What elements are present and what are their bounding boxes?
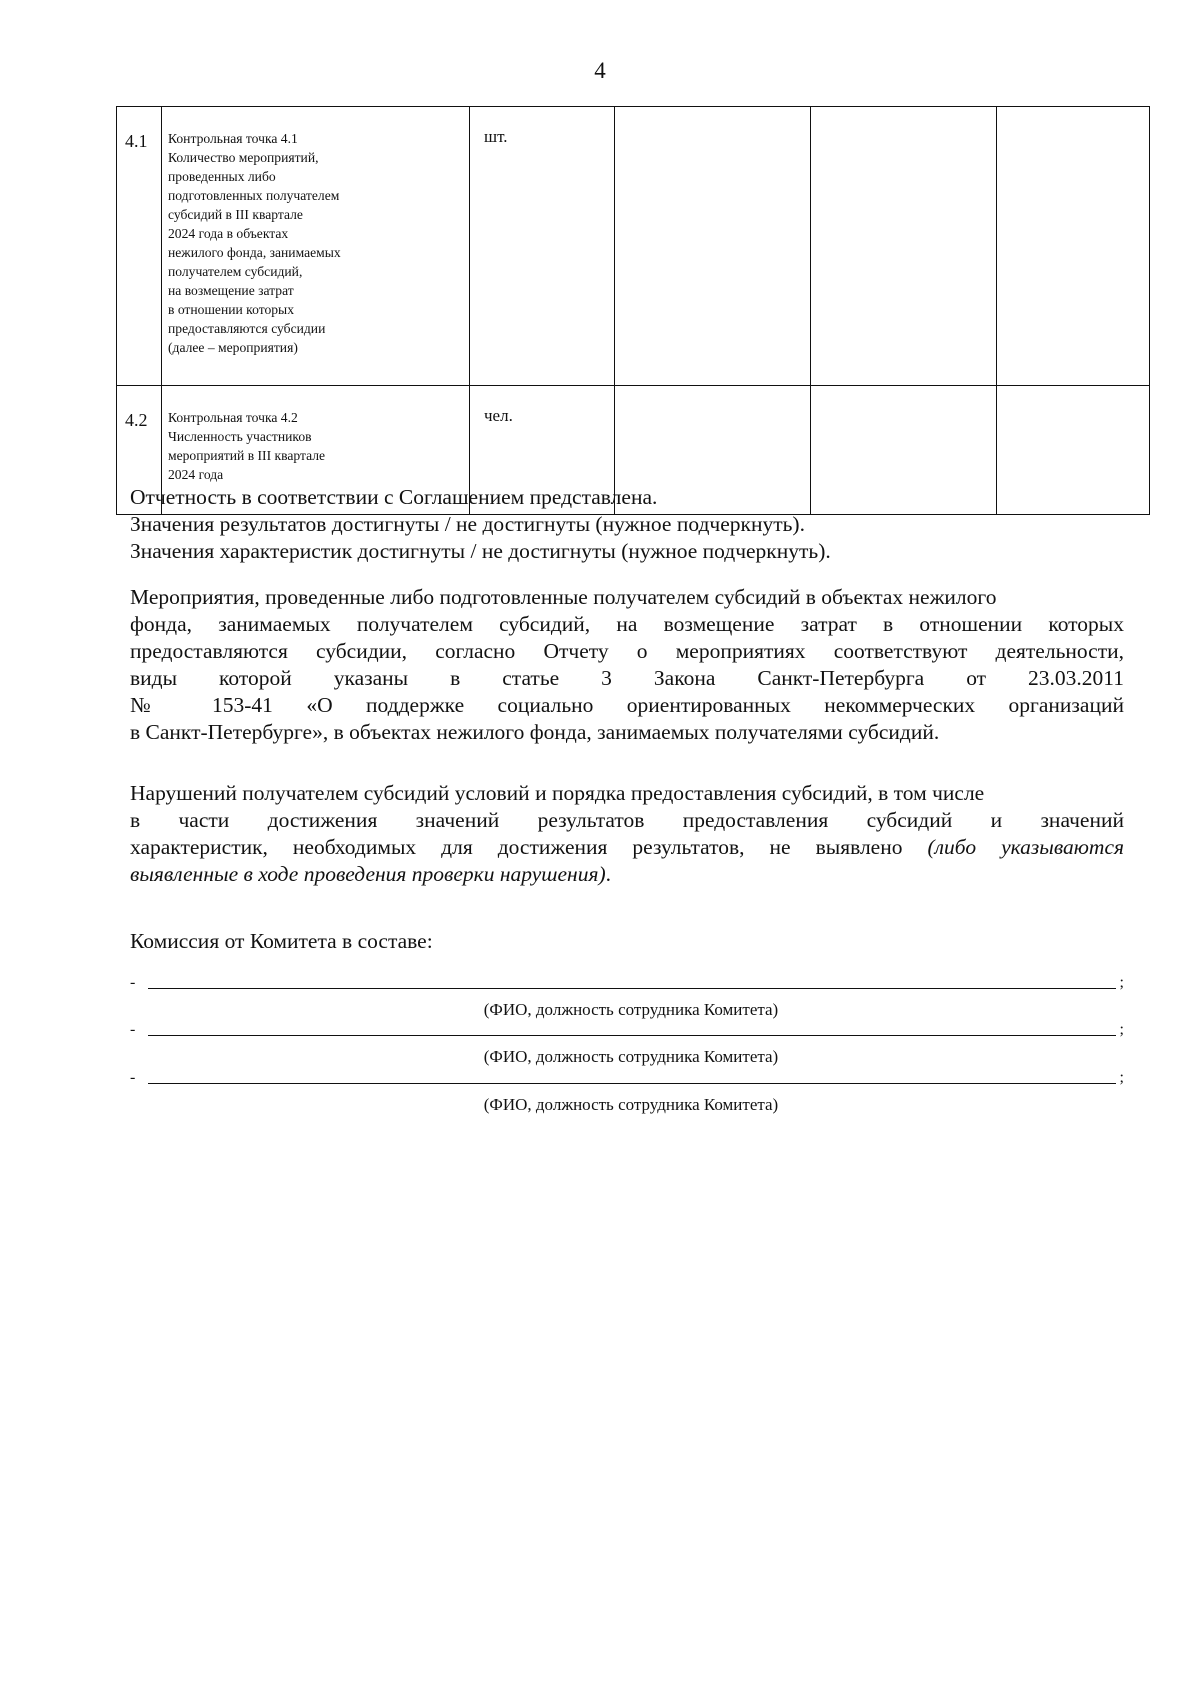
signature-caption-1: (ФИО, должность сотрудника Комитета) bbox=[483, 1000, 779, 1019]
row-unit: чел. bbox=[470, 386, 615, 515]
page-number: 4 bbox=[594, 58, 606, 83]
description-line: Численность участников bbox=[168, 429, 312, 444]
paragraph-line: фонда, занимаемых получателем субсидий, на возмещение затрат в отношении которых bbox=[130, 612, 1124, 636]
description-line: нежилого фонда, занимаемых bbox=[168, 245, 341, 260]
statement-line: Значения характеристик достигнуты / не достигнуты (нужное подчеркнуть). bbox=[130, 539, 831, 563]
table-row bbox=[117, 107, 1150, 386]
description-line: в отношении которых bbox=[168, 302, 294, 317]
statement-line: Значения результатов достигнуты / не достигнуты (нужное подчеркнуть). bbox=[130, 512, 805, 536]
paragraph-line: Мероприятия, проведенные либо подготовленные получателем субсидий в объектах нежилого bbox=[130, 585, 997, 609]
signature-line-2 bbox=[130, 1021, 1124, 1043]
statement-line: Отчетность в соответствии с Соглашением представлена. bbox=[130, 485, 658, 509]
row-number: 4.2 bbox=[117, 386, 162, 515]
reporting-statements bbox=[130, 484, 1124, 565]
signature-underline bbox=[148, 988, 1116, 989]
paragraph-line bbox=[130, 861, 1124, 888]
description-line: (далее – мероприятия) bbox=[168, 340, 298, 355]
description-line: подготовленных получателем bbox=[168, 188, 340, 203]
signature-caption-2: (ФИО, должность сотрудника Комитета) bbox=[483, 1047, 779, 1066]
description-line: 2024 года bbox=[168, 467, 224, 482]
row-description bbox=[162, 107, 470, 386]
paragraph-text: характеристик, необходимых для достижения результатов, не выявлено bbox=[130, 835, 928, 859]
signature-underline bbox=[148, 1035, 1116, 1036]
semicolon-mark: ; bbox=[1119, 1021, 1124, 1038]
description-line: на возмещение затрат bbox=[168, 283, 294, 298]
empty-cell bbox=[811, 107, 997, 386]
description-line: субсидий в III квартале bbox=[168, 207, 303, 222]
semicolon-mark: ; bbox=[1119, 974, 1124, 991]
paragraph-line: Нарушений получателем субсидий условий и порядка предоставления субсидий, в том числе bbox=[130, 781, 985, 805]
dash-mark: - bbox=[130, 1021, 136, 1038]
description-line: мероприятий в III квартале bbox=[168, 448, 326, 463]
commission-heading: Комиссия от Комитета в составе: bbox=[130, 929, 433, 953]
paragraph-line: предоставляются субсидии, согласно Отчету о мероприятиях соответствуют деятельности, bbox=[130, 639, 1124, 663]
signature-underline bbox=[148, 1083, 1116, 1084]
paragraph-line: виды которой указаны в статье 3 Закона Санкт-Петербурга от 23.03.2011 bbox=[130, 666, 1124, 690]
description-line: Количество мероприятий, bbox=[168, 150, 319, 165]
dash-mark: - bbox=[130, 1069, 136, 1086]
events-paragraph bbox=[130, 584, 1124, 746]
paragraph-italic-text: выявленные в ходе проведения проверки нарушения) bbox=[130, 862, 606, 886]
control-points-table bbox=[116, 106, 1150, 515]
row-number: 4.1 bbox=[117, 107, 162, 386]
paragraph-text: . bbox=[605, 862, 611, 886]
paragraph-line: в Санкт-Петербурге», в объектах нежилого фонда, занимаемых получателями субсидий. bbox=[130, 720, 940, 744]
paragraph-italic-text: (либо указываются bbox=[927, 835, 1124, 859]
paragraph-line bbox=[130, 834, 1124, 861]
description-line: Контрольная точка 4.1 bbox=[168, 131, 298, 146]
empty-cell bbox=[615, 107, 811, 386]
empty-cell bbox=[997, 107, 1150, 386]
description-line: предоставляются субсидии bbox=[168, 321, 326, 336]
violations-paragraph bbox=[130, 780, 1124, 888]
description-line: проведенных либо bbox=[168, 169, 276, 184]
description-line: получателем субсидий, bbox=[168, 264, 303, 279]
signature-line-3 bbox=[130, 1069, 1124, 1091]
signature-caption-3: (ФИО, должность сотрудника Комитета) bbox=[483, 1095, 779, 1114]
signature-line-1 bbox=[130, 974, 1124, 996]
paragraph-line: в части достижения значений результатов предоставления субсидий и значений bbox=[130, 808, 1124, 832]
paragraph-line: № 153-41 «О поддержке социально ориентированных некоммерческих организаций bbox=[130, 693, 1124, 717]
description-line: 2024 года в объектах bbox=[168, 226, 289, 241]
dash-mark: - bbox=[130, 974, 136, 991]
row-unit: шт. bbox=[470, 107, 615, 386]
description-line: Контрольная точка 4.2 bbox=[168, 410, 298, 425]
semicolon-mark: ; bbox=[1119, 1069, 1124, 1086]
